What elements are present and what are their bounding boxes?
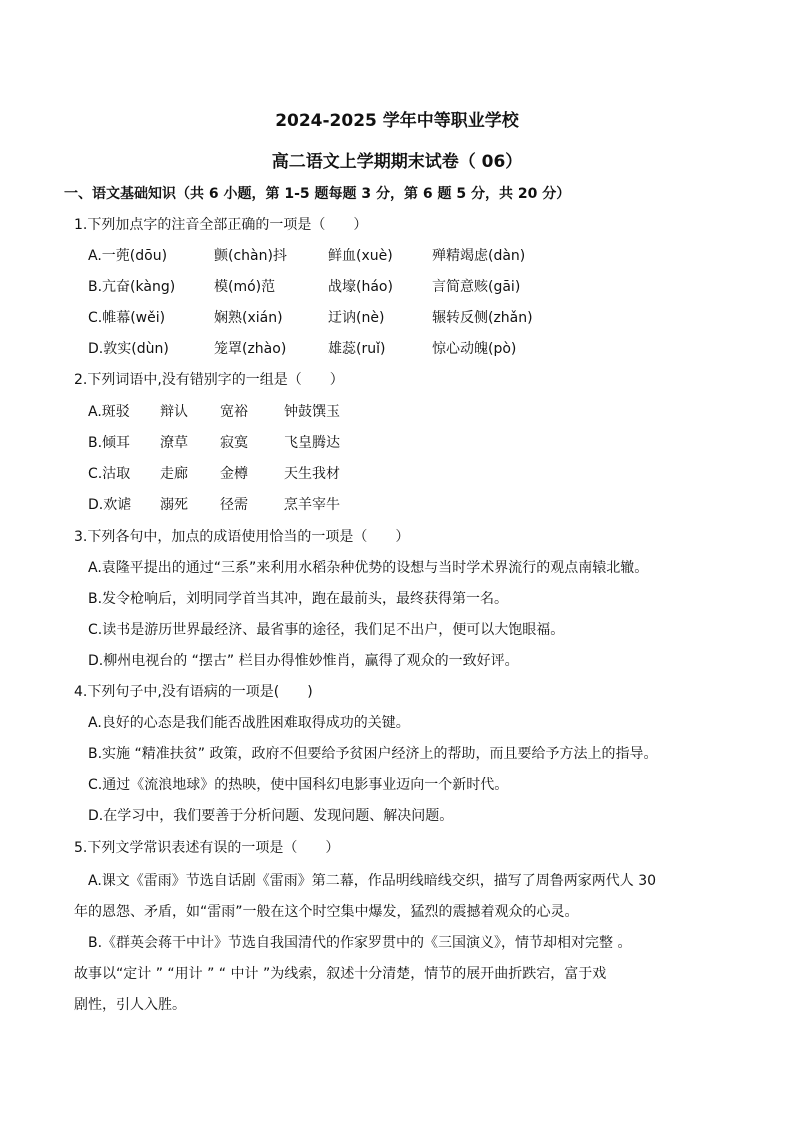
q1-option-b-1: B.亢奋(kàng) xyxy=(88,279,176,295)
q2-option-d-1: D.欢谑 xyxy=(88,497,132,513)
q5-option-a-line1: A.课文《雷雨》节选自话剧《雷雨》第二幕，作品明线暗线交织，描写了周鲁两家两代人 30 xyxy=(88,873,657,889)
q2-option-c-4: 天生我材 xyxy=(284,466,340,482)
q2-option-d-2: 溺死 xyxy=(160,497,188,513)
q2-option-c-2: 走廊 xyxy=(160,466,188,482)
q1-option-a-1: A.一蔸(dōu) xyxy=(88,248,168,264)
q1-option-c-3: 迂讷(nè) xyxy=(328,310,385,326)
section-heading: 一、语文基础知识（共 6 小题，第 1-5 题每题 3 分，第 6 题 5 分，共 20 分） xyxy=(64,186,571,202)
exam-title-subject: 高二语文上学期期末试卷（ 06） xyxy=(271,152,523,172)
q1-option-a-4: 殚精竭虑(dàn) xyxy=(432,248,526,264)
q1-option-d-2: 笼罩(zhào) xyxy=(214,341,287,357)
q4-option-c: C.通过《流浪地球》的热映，使中国科幻电影事业迈向一个新时代。 xyxy=(88,777,509,793)
q5-option-b-line2: 故事以“定计 ” “用计 ” “ 中计 ”为线索，叙述十分清楚，情节的展开曲折跌宕，富于戏 xyxy=(74,966,607,982)
q1-option-b-2: 模(mó)范 xyxy=(214,279,276,295)
q4-stem: 4.下列句子中,没有语病的一项是( ) xyxy=(74,684,313,700)
q2-option-a-3: 宽裕 xyxy=(220,404,248,420)
exam-title-year: 2024-2025 学年中等职业学校 xyxy=(275,111,519,131)
q3-option-c: C.读书是游历世界最经济、最省事的途径，我们足不出户，便可以大饱眼福。 xyxy=(88,622,565,638)
q5-stem: 5.下列文学常识表述有误的一项是（ ） xyxy=(74,840,340,856)
q1-option-d-1: D.敦实(dùn) xyxy=(88,341,169,357)
q2-option-b-1: B.倾耳 xyxy=(88,435,131,451)
q1-option-b-3: 战壕(háo) xyxy=(328,279,393,295)
q2-option-b-3: 寂寞 xyxy=(220,435,248,451)
q4-option-b: B.实施 “精准扶贫” 政策，政府不但要给予贫困户经济上的帮助，而且要给予方法上的指导。 xyxy=(88,746,658,762)
q2-option-a-4: 钟鼓馔玉 xyxy=(284,404,340,420)
q2-option-b-2: 潦草 xyxy=(160,435,188,451)
q4-option-a: A.良好的心态是我们能否战胜困难取得成功的关键。 xyxy=(88,715,410,731)
q1-option-c-2: 娴熟(xián) xyxy=(214,310,283,326)
q1-option-d-3: 雄蕊(ruǐ) xyxy=(328,341,386,357)
q3-option-a: A.袁隆平提出的通过“三系”来利用水稻杂种优势的设想与当时学术界流行的观点南辕北辙。 xyxy=(88,560,649,576)
q2-option-d-4: 烹羊宰牛 xyxy=(284,497,340,513)
q1-option-c-1: C.帷幕(wěi) xyxy=(88,310,166,326)
q2-option-a-2: 辩认 xyxy=(160,404,188,420)
q2-option-c-3: 金樽 xyxy=(220,466,248,482)
q5-option-b-line3: 剧性，引人入胜。 xyxy=(74,997,186,1013)
q5-option-a-line2: 年的恩怨、矛盾，如“雷雨”一般在这个时空集中爆发，猛烈的震撼着观众的心灵。 xyxy=(74,904,579,920)
q3-option-b: B.发令枪响后，刘明同学首当其冲，跑在最前头，最终获得第一名。 xyxy=(88,591,509,607)
q2-stem: 2.下列词语中,没有错别字的一组是（ ） xyxy=(74,372,344,388)
q3-option-d: D.柳州电视台的 “摆古” 栏目办得惟妙惟肖，赢得了观众的一致好评。 xyxy=(88,653,519,669)
q4-option-d: D.在学习中，我们要善于分析问题、发现问题、解决问题。 xyxy=(88,808,454,824)
q2-option-a-1: A.斑驳 xyxy=(88,404,130,420)
q2-option-c-1: C.沽取 xyxy=(88,466,131,482)
q1-option-d-4: 惊心动魄(pò) xyxy=(432,341,517,357)
q2-option-d-3: 径需 xyxy=(220,497,248,513)
q1-option-b-4: 言简意赅(gāi) xyxy=(432,279,521,295)
q1-option-a-2: 颤(chàn)抖 xyxy=(214,248,287,264)
q1-option-a-3: 鲜血(xuè) xyxy=(328,248,393,264)
q3-stem: 3.下列各句中，加点的成语使用恰当的一项是（ ） xyxy=(74,529,410,545)
q2-option-b-4: 飞皇腾达 xyxy=(284,435,340,451)
q5-option-b-line1: B.《群英会蒋干中计》节选自我国清代的作家罗贯中的《三国演义》，情节却相对完整 。 xyxy=(88,935,632,951)
q1-option-c-4: 辗转反侧(zhǎn) xyxy=(432,310,533,326)
q1-stem: 1.下列加点字的注音全部正确的一项是（ ） xyxy=(74,217,368,233)
